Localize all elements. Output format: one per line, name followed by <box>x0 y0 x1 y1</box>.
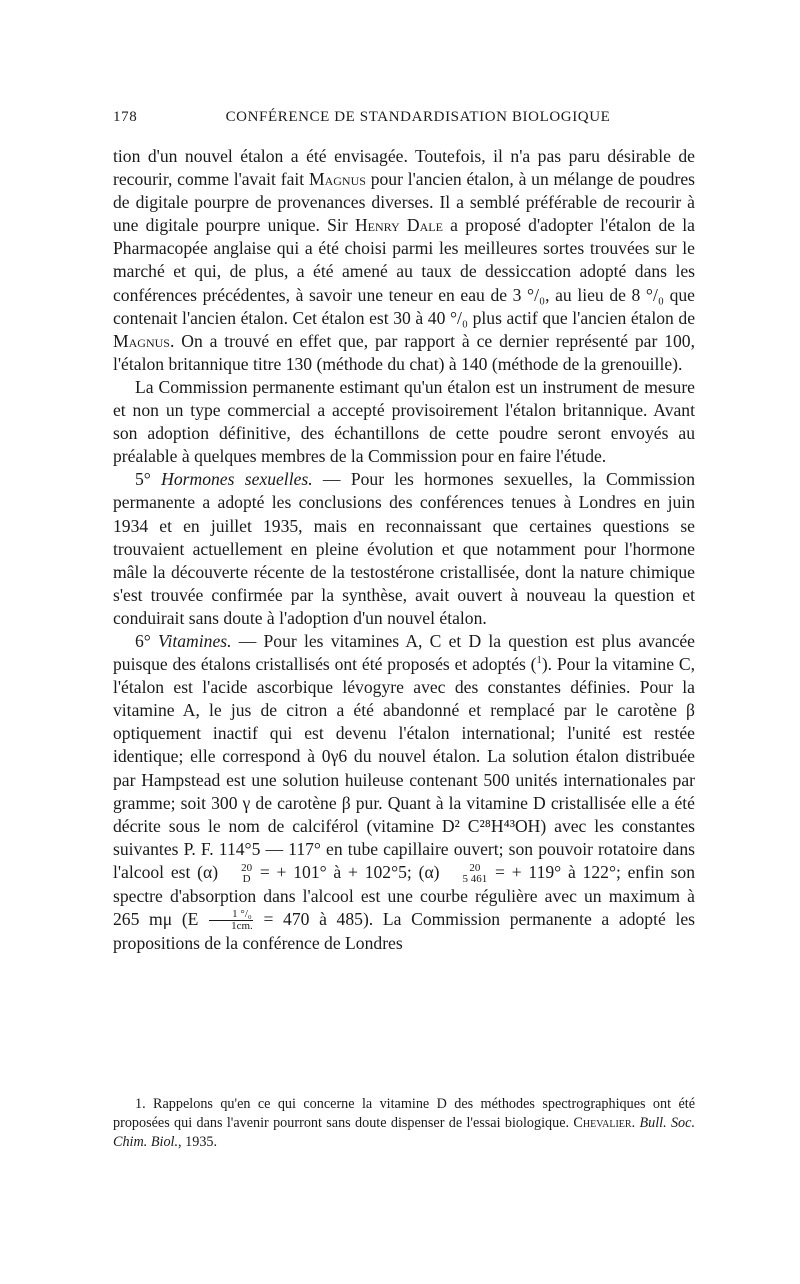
author-name: Magnus <box>308 169 366 190</box>
paragraph-vitamins: 6° Vitamines. — Pour les vitamines A, C et D la question est plus avancée puisque des étalons cristallisés ont été proposés et adoptés ($^1$). Pour la vitamine C, l'étalon est l'acide ascorbique lévogyre avec des constantes définies. Pour la vitamine A, le jus de citron a été abandonné et remplacé par le carotène β optiquement inactif qui est devenu l'étalon international; l'unité est restée identique; elle correspond à 0γ6 du nouvel étalon. La solution étalon distribuée par Hampstead est une solution huileuse contenant 500 unités internationales par gramme; soit 300 γ de carotène β pur. Quant à la vitamine D cristallisée elle a été décrite sous le nom de calciférol (vitamine D² C²⁸H⁴³OH) avec les constantes suivantes P. F. 114°5 — 117° en tube capillaire ouvert; son pouvoir rotatoire dans l'alcool est (α) 20 D = + 101° à + 102°5; (α) 20 5 461 = + 119° à 122°; enfin son spectre d'absorption dans l'alcool est une courbe régulière avec un maximum à 265 mμ (E $\frac{\text{1 °/₀}}{1cm.}$ = 470 à 485). La Commission permanente a adopté les propositions de la conférence de Londres <box>113 630 696 954</box>
paragraph-commission: La Commission permanente estimant qu'un étalon est un instrument de mesure et non un type commercial a accepté provisoirement l'étalon britannique. Avant son adoption définitive, des échantillons de cette poudre seront envoyés au préalable à quelques membres de la Commission pour en faire l'étude. <box>113 376 695 467</box>
journal-title: Bull. Soc. Chim. Biol. <box>113 1115 695 1150</box>
paragraph-hormones: 5° Hormones sexuelles. — Pour les hormones sexuelles, la Commission permanente a adopté les conclusions des conférences tenues à Londres en juin 1934 et en juillet 1935, mais en reconnaissant que certaines questions se trouvaient actuellement en pleine évolution et que notamment pour l'hormone mâle la découverte récente de la testostérone cristallisée, dont la nature chimique s'est trouvée confirmée par la synthèse, avait ouvert à nouveau la question et conduirait sans doute à l'adoption d'un nouvel étalon. <box>113 469 695 628</box>
body-text <box>113 145 695 956</box>
section-number: 5° <box>135 469 151 490</box>
footnote-marker: 1. <box>135 1096 146 1112</box>
page-number: 178 <box>113 109 138 125</box>
section-number: 6° <box>135 630 151 651</box>
running-title: CONFÉRENCE DE STANDARDISATION BIOLOGIQUE <box>225 109 611 125</box>
rotation-index: 20 5 461 <box>462 861 488 885</box>
footnote: 1. Rappelons qu'en ce qui concerne la vitamine D des méthodes spectrographiques ont été proposées qui dans l'avenir pourront sans doute dispenser de l'essai biologique. Chevalier. Bull. Soc. Chim. Biol., 1935. <box>113 1096 695 1150</box>
running-head <box>113 109 695 133</box>
footnote-reference: 1 <box>536 655 542 667</box>
author-name: Henry Dale <box>354 215 443 236</box>
extinction-index: $\frac{\text{1 °/₀}}{1cm.}$ <box>209 909 253 932</box>
rotation-index: 20 D <box>241 861 253 885</box>
section-heading: Vitamines. <box>158 630 232 651</box>
paragraph-digitalis-standard: tion d'un nouvel étalon a été envisagée. Toutefois, il n'a pas paru désirable de recourir, comme l'avait fait Magnus pour l'ancien étalon, à un mélange de poudres de digitale pourpre de provenances diverses. Il a semblé préférable de recourir à une digitale pourpre unique. Sir Henry Dale a proposé d'adopter l'étalon de la Pharmacopée anglaise qui a été choisi parmi les meilleures sortes trouvées sur le marché et qui, de plus, a été amené au taux de dessiccation adopté dans les conférences précédentes, à savoir une teneur en eau de 3 °/₀, au lieu de 8 °/₀ que contenait l'ancien étalon. Cet étalon est 30 à 40 °/₀ plus actif que l'ancien étalon de Magnus. On a trouvé en effet que, par rapport à ce dernier représenté par 100, l'étalon britannique titre 130 (méthode du chat) à 140 (méthode de la grenouille). <box>113 146 695 374</box>
author-name: Chevalier <box>573 1115 632 1131</box>
author-name: Magnus <box>113 330 170 351</box>
section-heading: Hormones sexuelles. <box>161 469 313 490</box>
